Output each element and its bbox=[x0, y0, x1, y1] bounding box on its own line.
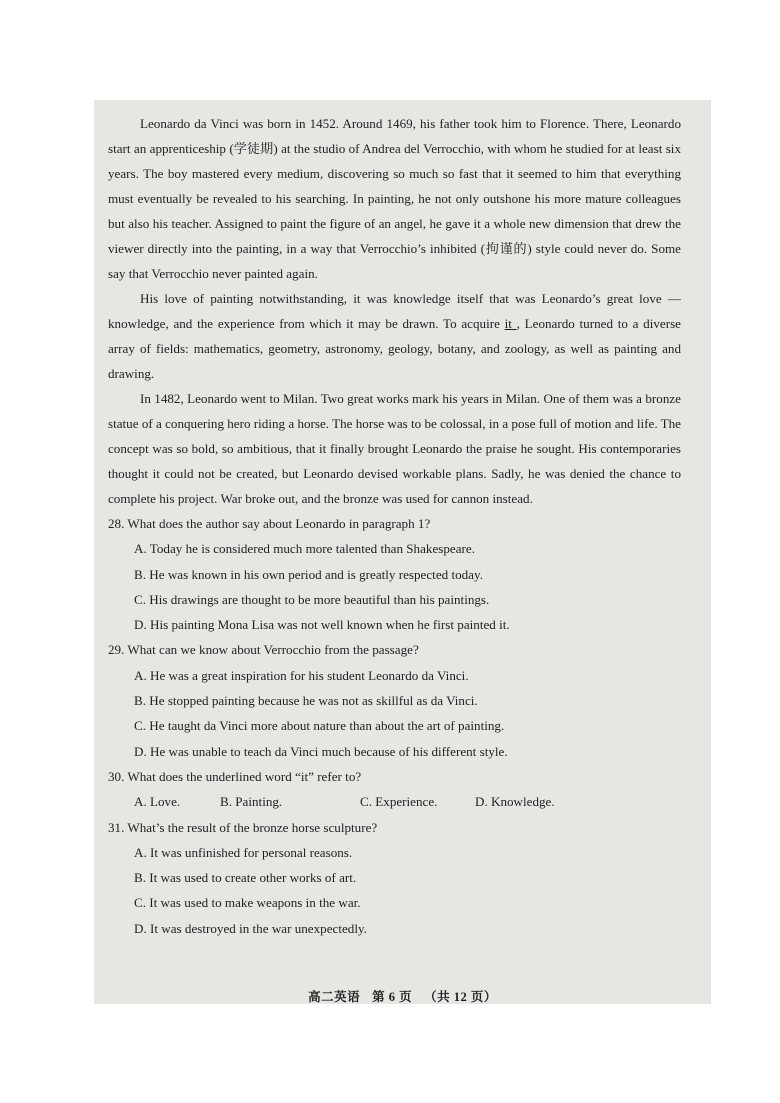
question-30-option-d: D. Knowledge. bbox=[475, 794, 555, 810]
footer-page-number: 第 6 页 bbox=[372, 990, 413, 1004]
paragraph-2-text-before: His love of painting notwithstanding, it was knowledge itself that was Leonardo’s great love — knowledge, and the experience from which it may be drawn. To acquire bbox=[108, 291, 681, 331]
question-29-stem: 29. What can we know about Verrocchio from the passage? bbox=[108, 642, 419, 658]
question-31-stem: 31. What’s the result of the bronze horse sculpture? bbox=[108, 819, 378, 835]
paragraph-2-text-after: , Leonardo turned to a diverse array of fields: mathematics, geometry, astronomy, geology, botany, and zoology, as well as painting and drawing. bbox=[108, 316, 681, 381]
question-31-option-a: A. It was unfinished for personal reasons. bbox=[134, 844, 353, 860]
question-31-option-b: B. It was used to create other works of art. bbox=[134, 870, 357, 886]
paragraph-2 bbox=[108, 286, 711, 386]
paragraph-1 bbox=[108, 111, 711, 286]
question-29-option-c: C. He taught da Vinci more about nature than about the art of painting. bbox=[134, 718, 505, 734]
footer-subject: 高二英语 bbox=[308, 990, 361, 1004]
question-30-options bbox=[108, 789, 711, 814]
page-footer bbox=[94, 987, 711, 1004]
question-29-option-b: B. He stopped painting because he was not as skillful as da Vinci. bbox=[134, 693, 478, 709]
question-29-option-a: A. He was a great inspiration for his student Leonardo da Vinci. bbox=[134, 667, 469, 683]
question-31-option-d: D. It was destroyed in the war unexpectedly. bbox=[134, 920, 367, 936]
question-30-option-b: B. Painting. bbox=[220, 794, 283, 810]
question-28-option-c: C. His drawings are thought to be more beautiful than his paintings. bbox=[134, 591, 490, 607]
paragraph-1-text: Leonardo da Vinci was born in 1452. Around 1469, his father took him to Florence. There, Leonardo start an apprenticeship (学徒期) at the studio of Andrea del Verrocchio, with whom he studied for at least six years. The boy mastered every medium, discovering so much so fast that it seemed to him that everything must eventually be revealed to his searching. In painting, he not only outshone his more mature colleagues but also his teacher. Assigned to paint the figure of an angel, he gave it a whole new dimension that drew the viewer directly into the painting, in a way that Verrocchio’s inhibited (拘谨的) style could never do. Some say that Verrocchio never painted again. bbox=[108, 116, 681, 281]
question-29-option-d: D. He was unable to teach da Vinci much because of his different style. bbox=[134, 743, 508, 759]
footer-total-pages: （共 12 页） bbox=[424, 990, 497, 1004]
question-28-option-d: D. His painting Mona Lisa was not well known when he first painted it. bbox=[134, 617, 510, 633]
underlined-word-it: it bbox=[504, 316, 517, 331]
paragraph-3: In 1482, Leonardo went to Milan. Two great works mark his years in Milan. One of them was a bronze statue of a conquering hero riding a horse. The horse was to be colossal, in a pose full of motion and life. The concept was so bold, so ambitious, that it finally brought Leonardo the praise he sought. His contemporaries thought it could not be created, but Leonardo devised workable plans. Sadly, he was denied the chance to complete his project. War broke out, and the bronze was used for cannon instead. bbox=[108, 391, 681, 506]
question-30-option-a: A. Love. bbox=[134, 794, 181, 810]
question-30-option-c: C. Experience. bbox=[360, 794, 438, 810]
question-28-option-a: A. Today he is considered much more talented than Shakespeare. bbox=[134, 541, 475, 557]
question-30-stem: 30. What does the underlined word “it” refer to? bbox=[108, 768, 362, 784]
question-28-stem: 28. What does the author say about Leonardo in paragraph 1? bbox=[108, 516, 431, 531]
question-28-option-b: B. He was known in his own period and is greatly respected today. bbox=[134, 566, 483, 582]
question-31-option-c: C. It was used to make weapons in the war. bbox=[134, 895, 361, 911]
exam-page bbox=[94, 100, 711, 1004]
